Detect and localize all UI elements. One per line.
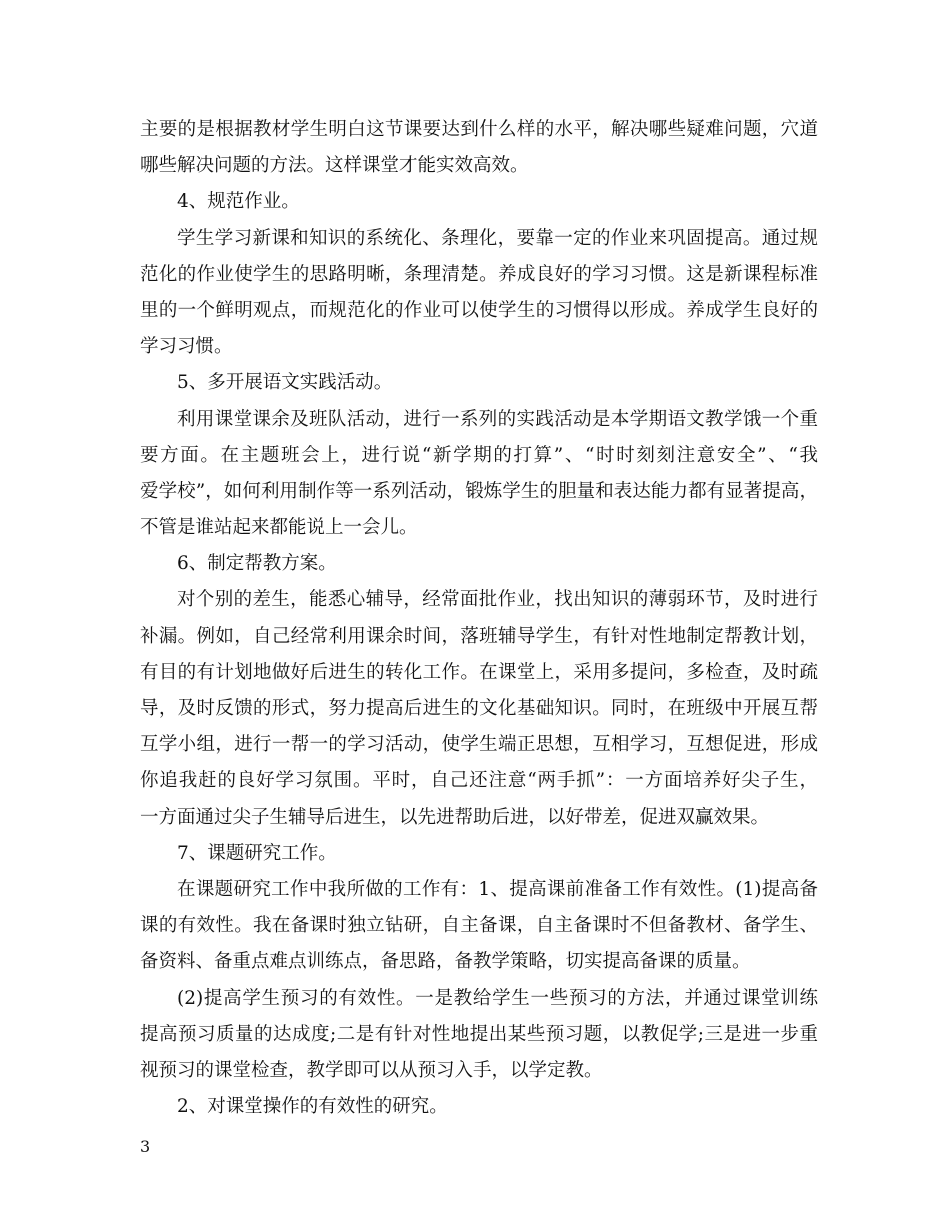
- text-line-18: 互学小组，进行一帮一的学习活动，使学生端正思想，互相学习，互想促进，形成: [140, 734, 818, 756]
- document-body: [140, 112, 818, 1125]
- text-line-23: 课的有效性。我在备课时独立钻研，自主备课，自主备课时不但备教材、备学生、: [140, 915, 818, 937]
- text-line-27: 视预习的课堂检查，教学即可以从预习入手，以学定教。: [140, 1059, 603, 1081]
- text-line-9: 利用课堂课余及班队活动，进行一系列的实践活动是本学期语文教学饿一个重: [177, 408, 818, 430]
- text-line-2: 哪些解决问题的方法。这样课堂才能实效高效。: [140, 155, 529, 177]
- text-line-6: 里的一个鲜明观点，而规范化的作业可以使学生的习惯得以形成。养成学生良好的: [140, 299, 818, 321]
- text-line-11: 爱学校”，如何利用制作等一系列活动，锻炼学生的胆量和表达能力都有显著提高，: [140, 480, 818, 502]
- text-line-16: 有目的有计划地做好后进生的转化工作。在课堂上，采用多提问，多检查，及时疏: [140, 661, 818, 683]
- text-line-20: 一方面通过尖子生辅导后进生，以先进帮助后进，以好带差，促进双赢效果。: [140, 806, 770, 828]
- text-line-17: 导，及时反馈的形式，努力提高后进生的文化基础知识。同时，在班级中开展互帮: [140, 698, 818, 719]
- text-line-26: 提高预习质量的达成度;二是有针对性地提出某些预习题，以教促学;三是进一步重: [140, 1023, 818, 1045]
- text-line-4: 学生学习新课和知识的系统化、条理化，要靠一定的作业来巩固提高。通过规: [177, 227, 818, 249]
- text-line-25: (2)提高学生预习的有效性。一是教给学生一些预习的方法，并通过课堂训练: [177, 987, 818, 1009]
- page-number: 3: [140, 1137, 151, 1156]
- text-line-22: 在课题研究工作中我所做的工作有：1、提高课前准备工作有效性。(1)提高备: [177, 878, 818, 900]
- section-heading-5: 5、多开展语文实践活动。: [177, 372, 393, 394]
- text-line-1: 主要的是根据教材学生明白这节课要达到什么样的水平，解决哪些疑难问题，穴道: [140, 119, 818, 140]
- text-line-7: 学习习惯。: [140, 336, 233, 358]
- text-line-5: 范化的作业使学生的思路明晰，条理清楚。养成良好的学习习惯。这是新课程标准: [140, 263, 818, 285]
- text-line-19: 你追我赶的良好学习氛围。平时，自己还注意“两手抓”：一方面培养好尖子生，: [140, 770, 818, 792]
- text-line-10: 要方面。在主题班会上，进行说“新学期的打算”、“时时刻刻注意安全”、“我: [140, 444, 818, 466]
- text-line-24: 备资料、备重点难点训练点，备思路，备教学策略，切实提高备课的质量。: [140, 951, 751, 973]
- section-heading-4: 4、规范作业。: [177, 191, 300, 213]
- section-heading-6: 6、制定帮教方案。: [177, 553, 337, 575]
- section-heading-2: 2、对课堂操作的有效性的研究。: [177, 1096, 448, 1118]
- section-heading-7: 7、课题研究工作。: [177, 842, 337, 864]
- text-line-12: 不管是谁站起来都能说上一会儿。: [140, 517, 418, 539]
- text-line-14: 对个别的差生，能悉心辅导，经常面批作业，找出知识的薄弱环节，及时进行: [177, 589, 818, 611]
- text-line-15: 补漏。例如，自己经常利用课余时间，落班辅导学生，有针对性地制定帮教计划，: [140, 625, 818, 647]
